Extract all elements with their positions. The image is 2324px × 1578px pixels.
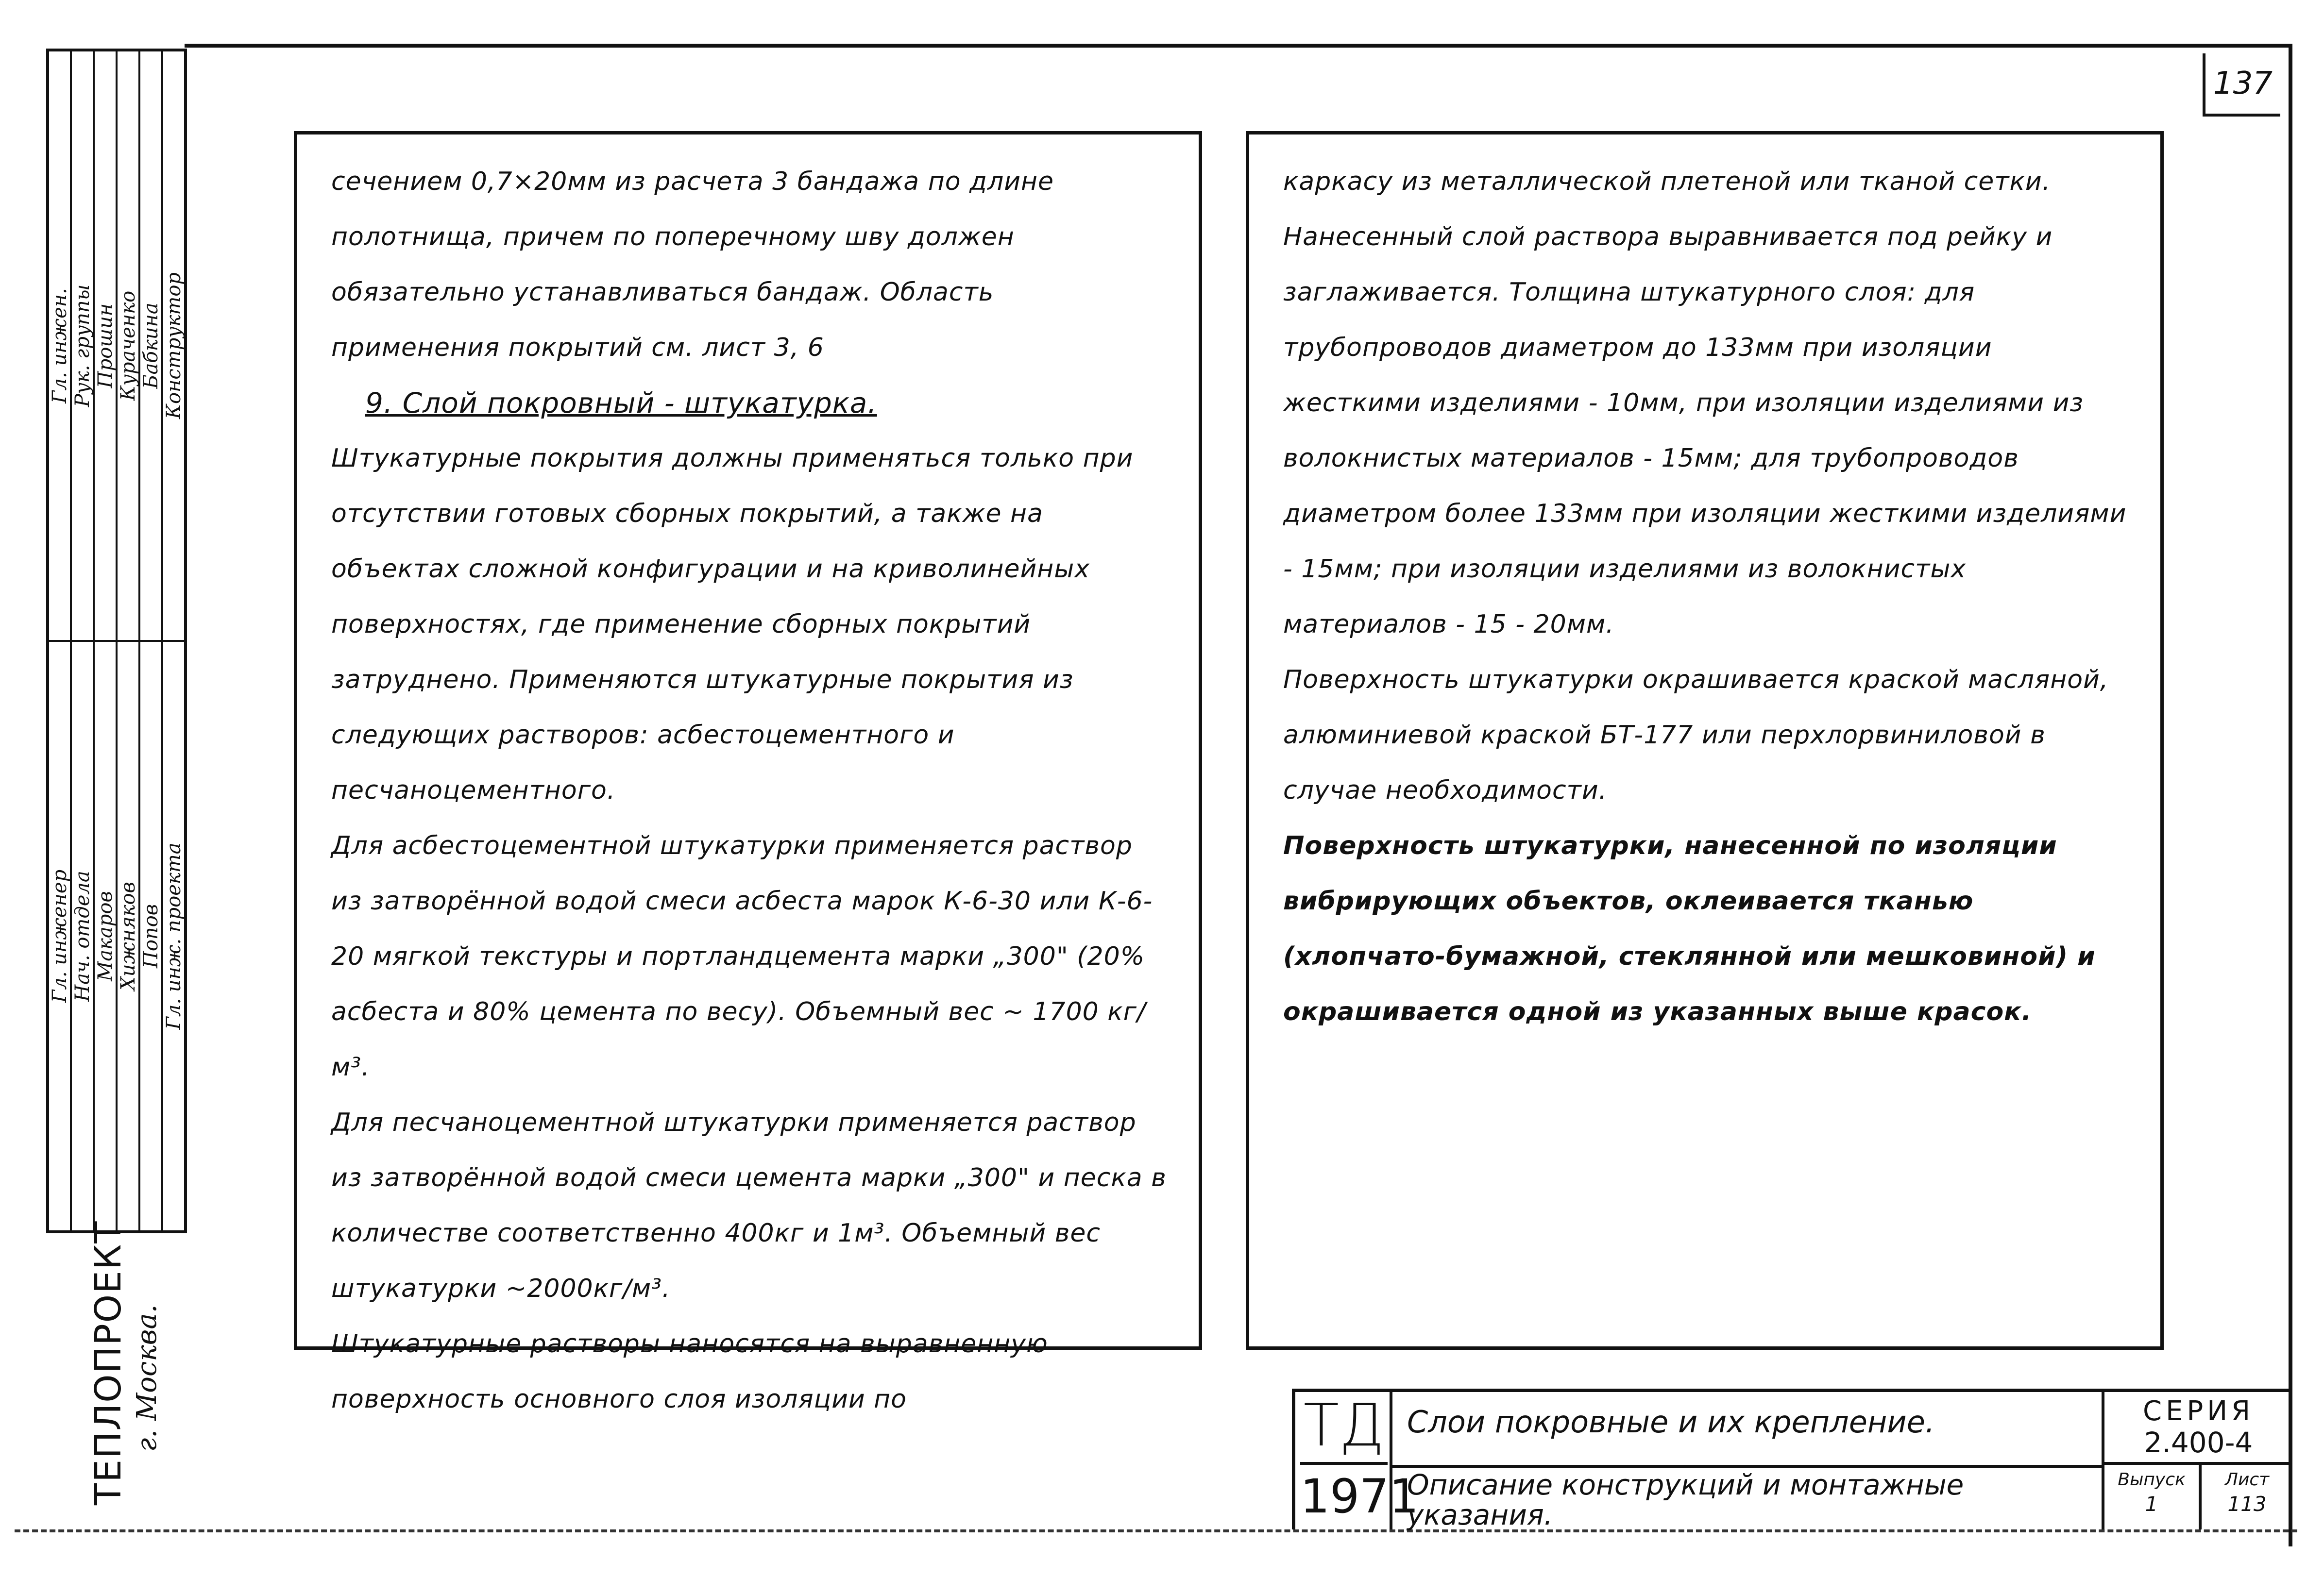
sign-cell [163,640,184,1230]
names-column [118,51,140,1230]
series-value: 2.400-4 [2144,1426,2253,1459]
organization-name: ТЕПЛОПРОЕКТ [87,1220,129,1505]
left-text-panel [294,131,1202,1414]
name-label: Бабкина [139,302,162,389]
sheet-cell [2199,1465,2292,1529]
sheet-label: Лист [2224,1470,2270,1490]
section-heading: 9. Слой покровный - штукатурка. [365,386,877,420]
sign-cell [118,640,138,1230]
paragraph: Для асбестоцементной штукатурки применяется раствор из затворённой водой смеси асбеста марок К-6-30 или К-6-20 мягкой текстуры и портландцемента марки „300" (20% асбеста и 80% цемента по весу). Объемный вес ~ 1700 кг/м³. [331,831,1153,1082]
sign-cell [49,640,70,1230]
issue-label: Выпуск [2118,1470,2186,1490]
paragraph: Штукатурные покрытия должны применяться только при отсутствии готовых сборных покрытий, а также на объектах сложной конфигурации и на криволинейных поверхностях, где применение сборных покрытий затруднено. Применяются штукатурные покрытия из следующих растворов: асбестоцементного и песчаноцементного. [331,444,1134,805]
issue-cell [2102,1465,2199,1529]
paragraph: Для песчаноцементной штукатурки применяется раствор из затворённой водой смеси цемента марки „300" и песка в количестве соответственно 400кг и 1м³. Объемный вес штукатурки ~2000кг/м³. [331,1108,1167,1303]
sign-cell [49,51,70,640]
sign-cell [163,51,184,640]
paragraph: каркасу из металлической плетеной или тканой сетки. Нанесенный слой раствора выравнивается под рейку и заглаживается. Толщина штукатурного слоя: для трубопроводов диаметром до 133мм при изоляции жесткими изделиями - 10мм, при изоляции изделиями из волокнистых материалов - 15мм; для трубопроводов диаметром более 133мм при изоляции жесткими изделиями - 15мм; при изоляции изделиями из волокнистых материалов - 15 - 20мм. [1283,167,2127,639]
paragraph: Штукатурные растворы наносятся на выравненную поверхность основного слоя изоляции по [331,1329,1048,1414]
sign-cell [72,640,93,1230]
sheet-value: 113 [2227,1492,2267,1516]
year: 1971 [1300,1469,1419,1524]
roles-column [49,51,72,1230]
sign-cell [118,51,138,640]
organization-stamp [29,1220,175,1515]
name-label: Прошин [94,303,117,388]
sign-cell [95,640,116,1230]
publisher-logo [1295,1392,1419,1529]
roles-column [72,51,95,1230]
title-block [1292,1389,2292,1529]
divider [1392,1465,2102,1468]
series-cell [2102,1392,2292,1465]
sign-cell [72,51,93,640]
name-label: Макаров [94,891,117,981]
name-label: Попов [139,904,162,969]
roles-column [163,51,184,1230]
sign-cell [140,640,161,1230]
paragraph: Поверхность штукатурки окрашивается краской масляной, алюминиевой краской БТ-177 или перхлорвиниловой в случае необходимости. [1283,665,2109,805]
paragraph: Поверхность штукатурки, нанесенной по изоляции вибрирующих объектов, оклеивается тканью (хлопчато-бумажной, стеклянной или мешковиной) и окрашивается одной из указанных выше красок. [1283,831,2096,1026]
role-label: Гл. инженер [48,869,71,1003]
paragraph: сечением 0,7×20мм из расчета 3 бандажа по длине полотнища, причем по поперечному шву должен обязательно устанавливаться бандаж. Область применения покрытий см. лист 3, 6 [331,167,1054,362]
sign-cell [140,51,161,640]
role-label: Рук. группы [71,284,94,407]
page-number: 137 [2203,53,2280,117]
names-column [95,51,118,1230]
series-label: СЕРИЯ [2142,1395,2255,1427]
drawing-title: Слои покровные и их крепление. [1407,1404,1935,1440]
right-text-panel [1246,131,2164,1350]
sign-off-strip [46,49,187,1233]
role-label: Нач. отдела [71,871,94,1002]
role-label: Конструктор [162,272,185,420]
logo-letters: ТД [1300,1392,1388,1465]
organization-city: г. Москва. [131,1304,163,1452]
role-label: Гл. инж. проекта [162,842,185,1030]
drawing-subtitle: Описание конструкций и монтажные указания. [1407,1468,1964,1531]
sign-cell [95,51,116,640]
name-label: Хижняков [117,882,139,990]
role-label: Гл. инжен. [48,288,71,403]
issue-value: 1 [2145,1492,2158,1516]
names-column [140,51,163,1230]
name-label: Кураченко [117,290,139,401]
